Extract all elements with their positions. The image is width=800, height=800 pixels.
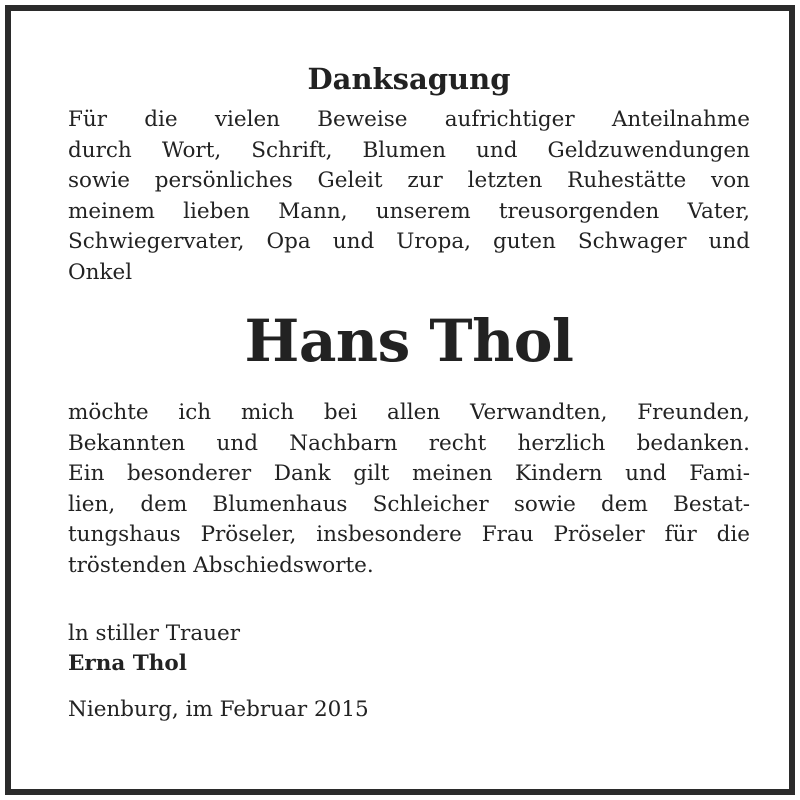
intro-line: meinem lieben Mann, unserem treusorgenden Vater, [68, 198, 750, 224]
intro-line: Schwiegervater, Opa und Uropa, guten Schwager und [68, 229, 750, 254]
thanks-line: Bekannten und Nachbarn recht herzlich bedanken. [68, 430, 750, 456]
place-date: Nienburg, im Februar 2015 [68, 697, 369, 722]
thanks-line: Ein besonderer Dank gilt meinen Kindern und Fami- [68, 461, 750, 486]
thanks-line: möchte ich mich bei allen Verwandten, Freunden, [68, 400, 750, 425]
thanks-line: lien, dem Blumenhaus Schleicher sowie dem Bestat- [68, 491, 750, 517]
notice-content [68, 59, 750, 725]
thanks-line: tungshaus Pröseler, insbesondere Frau Pröseler für die [68, 522, 750, 547]
intro-line: sowie persönliches Geleit zur letzten Ruhestätte von [68, 168, 750, 193]
intro-line: Für die vielen Beweise aufrichtiger Anteilnahme [68, 107, 750, 132]
thanks-paragraph [68, 398, 750, 581]
intro-line: durch Wort, Schrift, Blumen und Geldzuwendungen [68, 137, 750, 163]
deceased-name: Hans Thol [244, 307, 574, 375]
thanks-line: tröstenden Abschiedsworte. [68, 552, 374, 578]
closing-block [68, 619, 750, 725]
intro-line: Onkel [68, 259, 133, 285]
intro-paragraph [68, 105, 750, 288]
mourning-phrase: ln stiller Trauer [68, 621, 240, 646]
notice-frame [5, 5, 795, 795]
signature: Erna Thol [68, 651, 187, 676]
notice-heading: Danksagung [307, 62, 511, 96]
